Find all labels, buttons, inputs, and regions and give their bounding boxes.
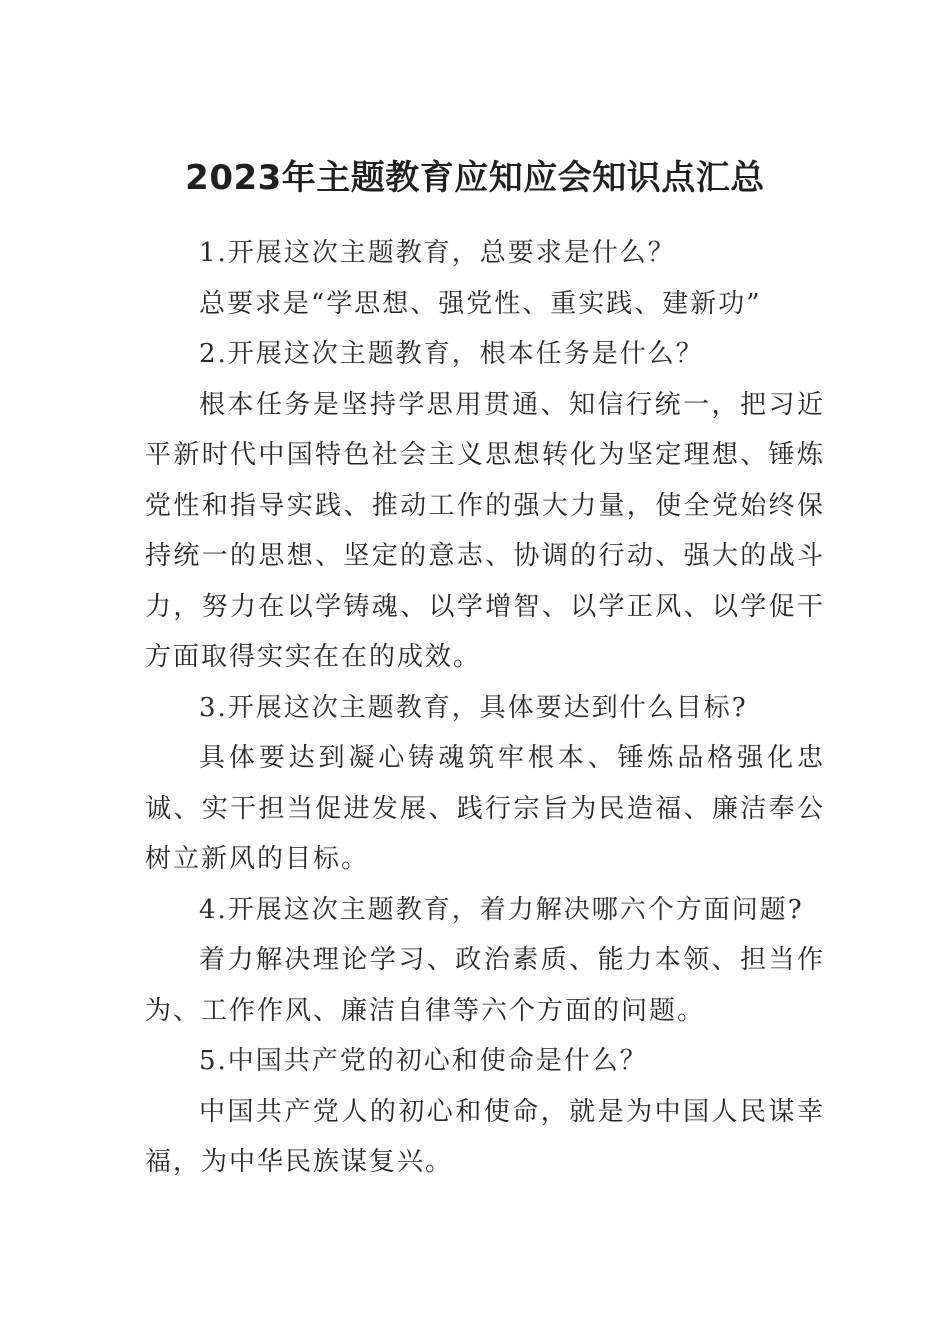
document-title: 2023年主题教育应知应会知识点汇总 — [185, 158, 765, 198]
answer-3: 具体要达到凝心铸魂筑牢根本、锤炼品格强化忠诚、实干担当促进发展、践行宗旨为民造福、廉洁奉公树立新风的目标。 — [145, 743, 825, 874]
answer-1: 总要求是“学思想、强党性、重实践、建新功” — [199, 288, 762, 319]
document-body — [145, 228, 825, 1188]
question-1: 1.开展这次主题教育，总要求是什么？ — [199, 238, 676, 268]
question-3: 3.开展这次主题教育，具体要达到什么目标? — [199, 692, 748, 723]
answer-4: 着力解决理论学习、政治素质、能力本领、担当作为、工作作风、廉洁自律等六个方面的问题。 — [145, 945, 825, 1026]
answer-2: 根本任务是坚持学思用贯通、知信行统一，把习近平新时代中国特色社会主义思想转化为坚定理想、锤炼党性和指导实践、推动工作的强大力量，使全党始终保持统一的思想、坚定的意志、协调的行动、强大的战斗力，努力在以学铸魂、以学增智、以学正风、以学促干方面取得实实在在的成效。 — [145, 389, 825, 672]
question-4: 4.开展这次主题教育，着力解决哪六个方面问题? — [199, 894, 804, 925]
question-5: 5.中国共产党的初心和使命是什么？ — [199, 1046, 648, 1076]
question-2: 2.开展这次主题教育，根本任务是什么？ — [199, 339, 704, 369]
answer-5: 中国共产党人的初心和使命，就是为中国人民谋幸福，为中华民族谋复兴。 — [145, 1096, 825, 1177]
